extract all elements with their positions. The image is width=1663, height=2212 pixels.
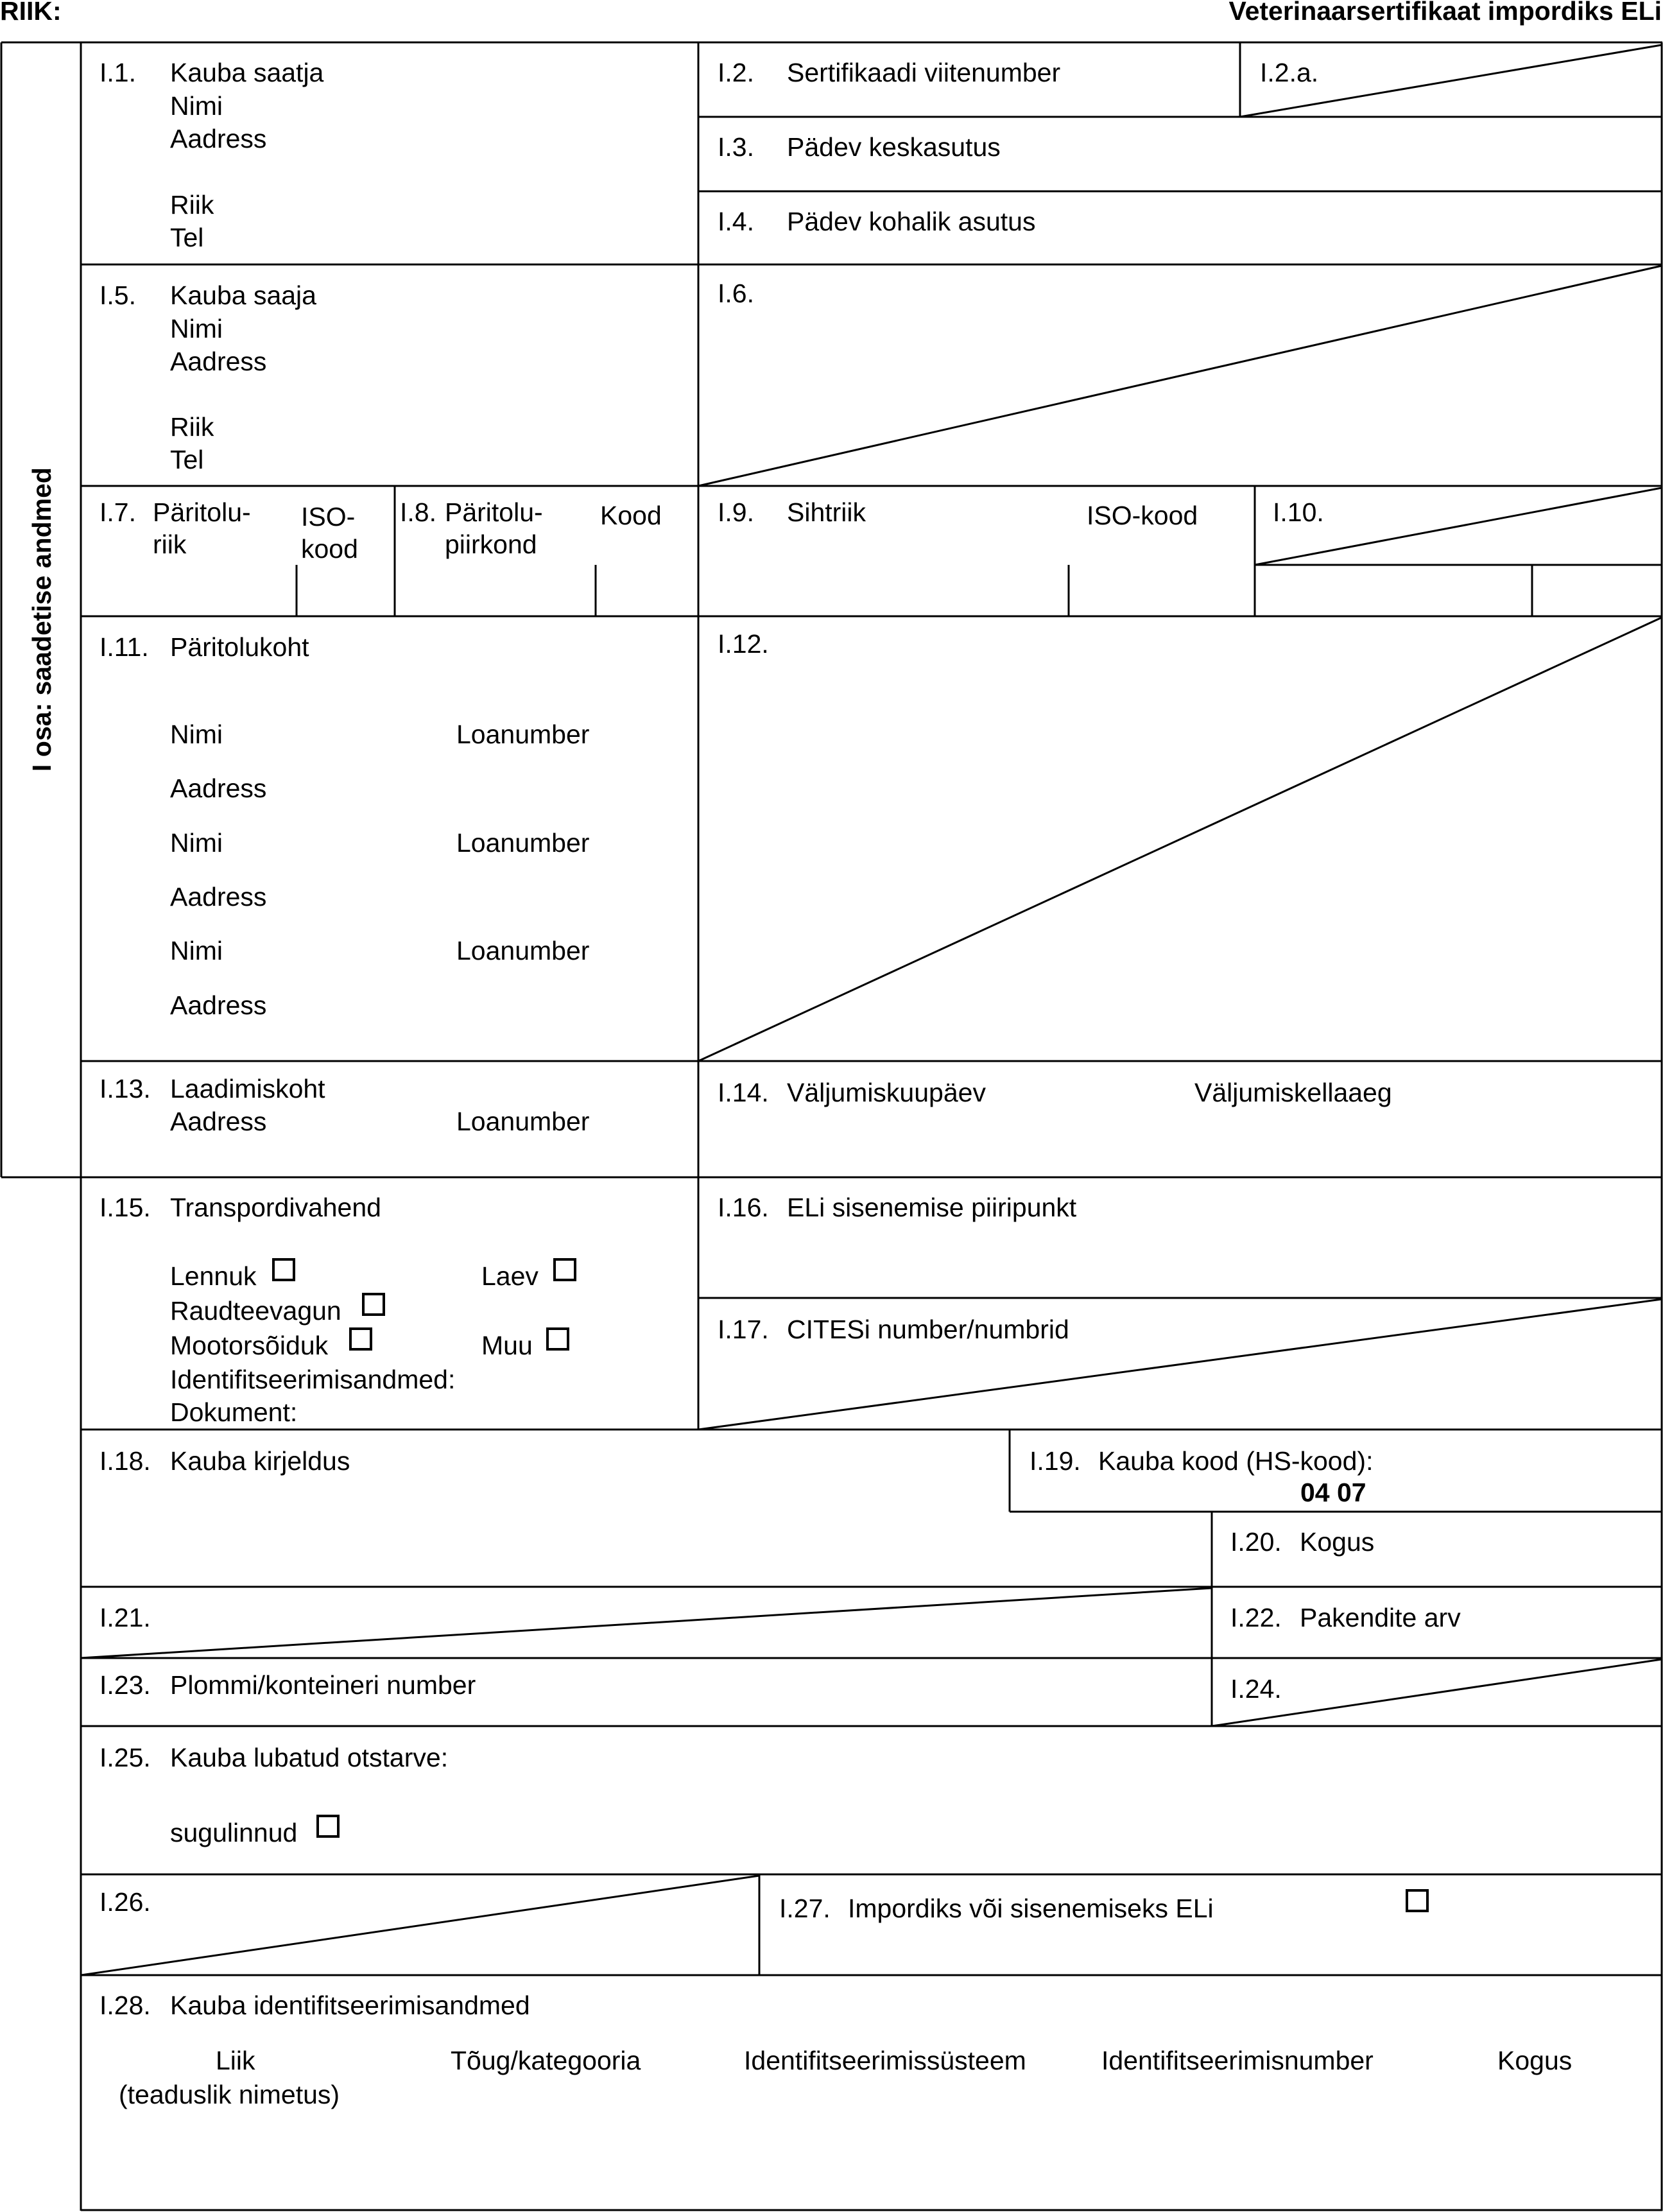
f2a-number: I.2.a. xyxy=(1260,58,1319,87)
f18-number: I.18. xyxy=(99,1446,151,1476)
f7-iso-line1: ISO- xyxy=(301,502,356,531)
f28-col-id-number: Identifitseerimisnumber xyxy=(1101,2046,1374,2075)
f22-number: I.22. xyxy=(1230,1603,1282,1632)
f4-label: Pädev kohalik asutus xyxy=(787,207,1036,236)
f1-label: Kauba saatja xyxy=(170,58,324,87)
f23-number: I.23. xyxy=(99,1670,151,1700)
f21-number: I.21. xyxy=(99,1603,151,1632)
f23-label: Plommi/konteineri number xyxy=(170,1670,476,1700)
certificate-title: Veterinaarsertifikaat impordiks ELi xyxy=(1228,0,1662,26)
f14-date: Väljumiskuupäev xyxy=(787,1078,986,1107)
f6-number: I.6. xyxy=(718,279,754,308)
f28-col-quantity: Kogus xyxy=(1497,2046,1573,2075)
f28-col-id-system: Identifitseerimissüsteem xyxy=(744,2046,1026,2075)
f3-number: I.3. xyxy=(718,132,754,162)
f14-number: I.14. xyxy=(718,1078,769,1107)
f12-number: I.12. xyxy=(718,629,769,659)
f11-row1-approval: Loanumber xyxy=(456,720,590,749)
f25-option-checkbox[interactable] xyxy=(316,1815,340,1838)
f25-label: Kauba lubatud otstarve: xyxy=(170,1743,449,1772)
f15-document: Dokument: xyxy=(170,1397,298,1427)
f8-label-line1: Päritolu- xyxy=(445,497,543,527)
f17-label: CITESi number/numbrid xyxy=(787,1315,1069,1344)
f1-name: Nimi xyxy=(170,91,223,121)
f15-label: Transpordivahend xyxy=(170,1193,381,1222)
f19-number: I.19. xyxy=(1030,1446,1081,1476)
f7-label-line1: Päritolu- xyxy=(153,497,251,527)
f2-number: I.2. xyxy=(718,58,754,87)
f11-number: I.11. xyxy=(99,632,149,662)
f20-number: I.20. xyxy=(1230,1527,1282,1557)
f13-number: I.13. xyxy=(99,1074,151,1103)
f11-row2-approval: Loanumber xyxy=(456,828,590,858)
f15-ship-label: Laev xyxy=(481,1261,539,1291)
f15-ship-checkbox[interactable] xyxy=(553,1258,576,1281)
f27-number: I.27. xyxy=(779,1894,831,1923)
f8-number: I.8. xyxy=(400,497,436,527)
f15-road-label: Mootorsõiduk xyxy=(170,1331,329,1360)
f2-label: Sertifikaadi viitenumber xyxy=(787,58,1061,87)
f16-label: ELi sisenemise piiripunkt xyxy=(787,1193,1077,1222)
f9-iso-code: ISO-kood xyxy=(1087,501,1198,530)
f15-plane-label: Lennuk xyxy=(170,1261,257,1291)
f13-approval: Loanumber xyxy=(456,1107,590,1136)
f15-other-label: Muu xyxy=(481,1331,533,1360)
f11-row3-approval: Loanumber xyxy=(456,936,590,965)
f28-number: I.28. xyxy=(99,1991,151,2020)
f5-country: Riik xyxy=(170,412,214,442)
f11-row3-address: Aadress xyxy=(170,990,267,1020)
f22-label: Pakendite arv xyxy=(1300,1603,1461,1632)
f28-col-species-scientific: (teaduslik nimetus) xyxy=(119,2080,340,2109)
f1-tel: Tel xyxy=(170,223,204,252)
f15-identification: Identifitseerimisandmed: xyxy=(170,1365,456,1394)
f5-address: Aadress xyxy=(170,347,267,376)
f11-row3-name: Nimi xyxy=(170,936,223,965)
f15-road-checkbox[interactable] xyxy=(349,1327,372,1351)
f11-row1-address: Aadress xyxy=(170,773,267,803)
f3-label: Pädev keskasutus xyxy=(787,132,1001,162)
f7-label-line2: riik xyxy=(153,530,187,559)
part-one-side-label: I osa: saadetise andmed xyxy=(27,467,56,772)
f27-checkbox[interactable] xyxy=(1406,1889,1429,1912)
f7-iso-line2: kood xyxy=(301,534,358,564)
f1-number: I.1. xyxy=(99,58,136,87)
f14-time: Väljumiskellaaeg xyxy=(1194,1078,1392,1107)
f5-tel: Tel xyxy=(170,445,204,474)
f19-label: Kauba kood (HS-kood): xyxy=(1098,1446,1374,1476)
f28-col-species: Liik xyxy=(216,2046,255,2075)
f8-label-line2: piirkond xyxy=(445,530,537,559)
f18-label: Kauba kirjeldus xyxy=(170,1446,350,1476)
country-label: RIIK: xyxy=(0,0,62,26)
f1-country: Riik xyxy=(170,190,214,220)
f25-number: I.25. xyxy=(99,1743,151,1772)
f5-label: Kauba saaja xyxy=(170,281,316,310)
f27-label: Impordiks või sisenemiseks ELi xyxy=(848,1894,1214,1923)
f11-row1-name: Nimi xyxy=(170,720,223,749)
f25-option-label: sugulinnud xyxy=(170,1818,298,1847)
f26-number: I.26. xyxy=(99,1887,151,1917)
f8-code: Kood xyxy=(600,501,662,530)
f13-label: Laadimiskoht xyxy=(170,1074,325,1103)
f11-row2-name: Nimi xyxy=(170,828,223,858)
f15-other-checkbox[interactable] xyxy=(546,1327,569,1351)
f28-label: Kauba identifitseerimisandmed xyxy=(170,1991,530,2020)
f24-number: I.24. xyxy=(1230,1674,1282,1704)
f16-number: I.16. xyxy=(718,1193,769,1222)
f5-number: I.5. xyxy=(99,281,136,310)
f11-row2-address: Aadress xyxy=(170,882,267,912)
f7-number: I.7. xyxy=(99,497,136,527)
f19-hs-code: 04 07 xyxy=(1300,1478,1366,1507)
f15-plane-checkbox[interactable] xyxy=(272,1258,295,1281)
f5-name: Nimi xyxy=(170,314,223,343)
f10-number: I.10. xyxy=(1273,497,1324,527)
f28-col-breed: Tõug/kategooria xyxy=(451,2046,641,2075)
f9-label: Sihtriik xyxy=(787,497,866,527)
f15-number: I.15. xyxy=(99,1193,151,1222)
f17-number: I.17. xyxy=(718,1315,769,1344)
f11-label: Päritolukoht xyxy=(170,632,309,662)
f1-address: Aadress xyxy=(170,124,267,153)
f20-label: Kogus xyxy=(1300,1527,1375,1557)
f4-number: I.4. xyxy=(718,207,754,236)
f15-rail-label: Raudteevagun xyxy=(170,1296,341,1326)
f13-address: Aadress xyxy=(170,1107,267,1136)
f9-number: I.9. xyxy=(718,497,754,527)
f15-rail-checkbox[interactable] xyxy=(362,1293,385,1316)
